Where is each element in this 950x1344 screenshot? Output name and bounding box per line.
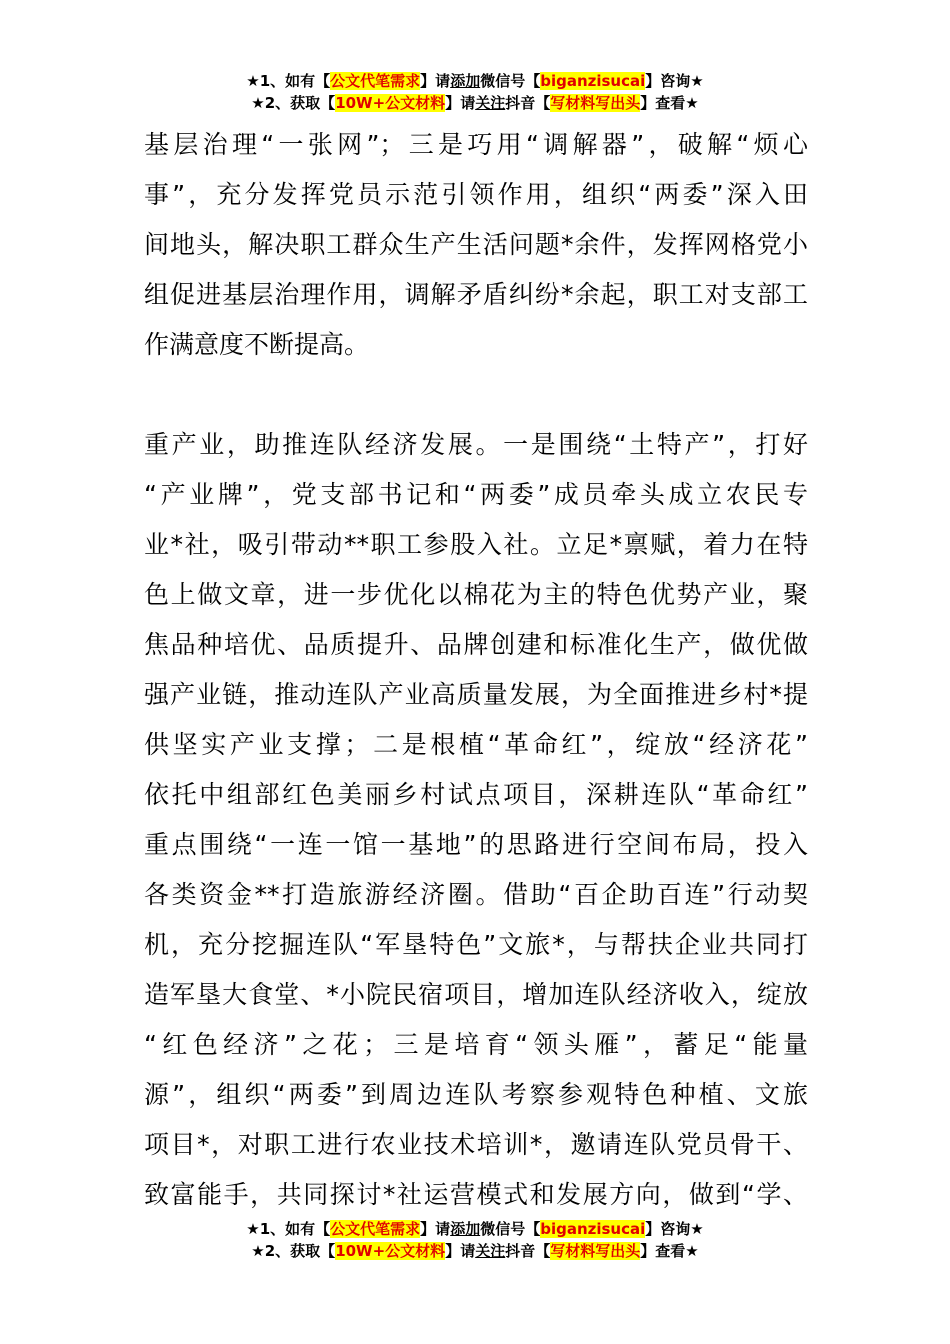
text-line: 造军垦大食堂、*小院民宿项目，增加连队经济收入，绽放 (144, 980, 808, 1009)
text-line: 焦品种培优、品质提升、品牌创建和标准化生产，做优做 (144, 630, 808, 659)
banner-highlight: biganzisucai (540, 1220, 646, 1238)
banner-text: 微信号【 (480, 1220, 541, 1238)
banner-highlight: 公文代笔需求 (330, 72, 421, 90)
text-line: 事”，充分发挥党员示范引领作用，组织“两委”深入田 (144, 180, 808, 209)
text-line: “产业牌”，党支部书记和“两委”成员牵头成立农民专 (144, 480, 808, 509)
text-line: 依托中组部红色美丽乡村试点项目，深耕连队“革命红” (144, 780, 808, 809)
text-line: 业*社，吸引带动**职工参股入社。立足*禀赋，着力在特 (144, 530, 808, 559)
banner-text: ★2、获取【 (251, 94, 336, 112)
banner-text: 】请 (420, 1220, 451, 1238)
text-line: 基层治理“一张网”；三是巧用“调解器”，破解“烦心 (144, 130, 808, 159)
text-line: 间地头，解决职工群众生产生活问题*余件，发挥网格党小 (144, 230, 808, 259)
banner-text: 微信号【 (480, 72, 541, 90)
banner-text: 】咨询★ (645, 72, 704, 90)
banner-line-1 (0, 70, 950, 92)
text-line: 色上做文章，进一步优化以棉花为主的特色优势产业，聚 (144, 580, 808, 609)
banner-highlight: 写材料写出头 (550, 94, 641, 112)
banner-text: 】咨询★ (645, 1220, 704, 1238)
paragraph-2 (144, 420, 808, 1220)
header-banner (0, 70, 950, 114)
banner-underline: 关注 (475, 94, 506, 112)
banner-line-2 (0, 1240, 950, 1262)
text-line: 项目*，对职工进行农业技术培训*，邀请连队党员骨干、 (144, 1130, 808, 1159)
banner-text: 抖音【 (505, 1242, 551, 1260)
text-line: 重点围绕“一连一馆一基地”的思路进行空间布局，投入 (144, 830, 808, 859)
banner-text: ★1、如有【 (246, 72, 331, 90)
banner-text: ★2、获取【 (251, 1242, 336, 1260)
text-line: 供坚实产业支撑；二是根植“革命红”，绽放“经济花” (144, 730, 808, 759)
paragraph-1 (144, 120, 808, 370)
banner-underline: 关注 (475, 1242, 506, 1260)
banner-highlight: 写材料写出头 (550, 1242, 641, 1260)
banner-text: 】请 (445, 1242, 476, 1260)
banner-underline: 添加 (450, 72, 481, 90)
banner-text: 】查看★ (640, 94, 699, 112)
text-line: 各类资金**打造旅游经济圈。借助“百企助百连”行动契 (144, 880, 808, 909)
text-line: 重产业，助推连队经济发展。一是围绕“土特产”，打好 (144, 430, 808, 459)
banner-text: 抖音【 (505, 94, 551, 112)
text-line: 机，充分挖掘连队“军垦特色”文旅*，与帮扶企业共同打 (144, 930, 808, 959)
banner-text: ★1、如有【 (246, 1220, 331, 1238)
banner-text: 】查看★ (640, 1242, 699, 1260)
banner-line-1 (0, 1218, 950, 1240)
text-line: 组促进基层治理作用，调解矛盾纠纷*余起，职工对支部工 (144, 280, 808, 309)
banner-highlight: 公文代笔需求 (330, 1220, 421, 1238)
text-line: 强产业链，推动连队产业高质量发展，为全面推进乡村*提 (144, 680, 808, 709)
banner-highlight: 10W+公文材料 (335, 1242, 446, 1260)
banner-highlight: biganzisucai (540, 72, 646, 90)
text-line: 作满意度不断提高。 (144, 330, 370, 359)
text-line: 致富能手，共同探讨*社运营模式和发展方向，做到“学、 (144, 1180, 808, 1209)
banner-text: 】请 (420, 72, 451, 90)
banner-underline: 添加 (450, 1220, 481, 1238)
banner-line-2 (0, 92, 950, 114)
text-line: “红色经济”之花；三是培育“领头雁”，蓄足“能量 (144, 1030, 808, 1059)
footer-banner (0, 1218, 950, 1262)
banner-highlight: 10W+公文材料 (335, 94, 446, 112)
banner-text: 】请 (445, 94, 476, 112)
text-line: 源”，组织“两委”到周边连队考察参观特色种植、文旅 (144, 1080, 808, 1109)
